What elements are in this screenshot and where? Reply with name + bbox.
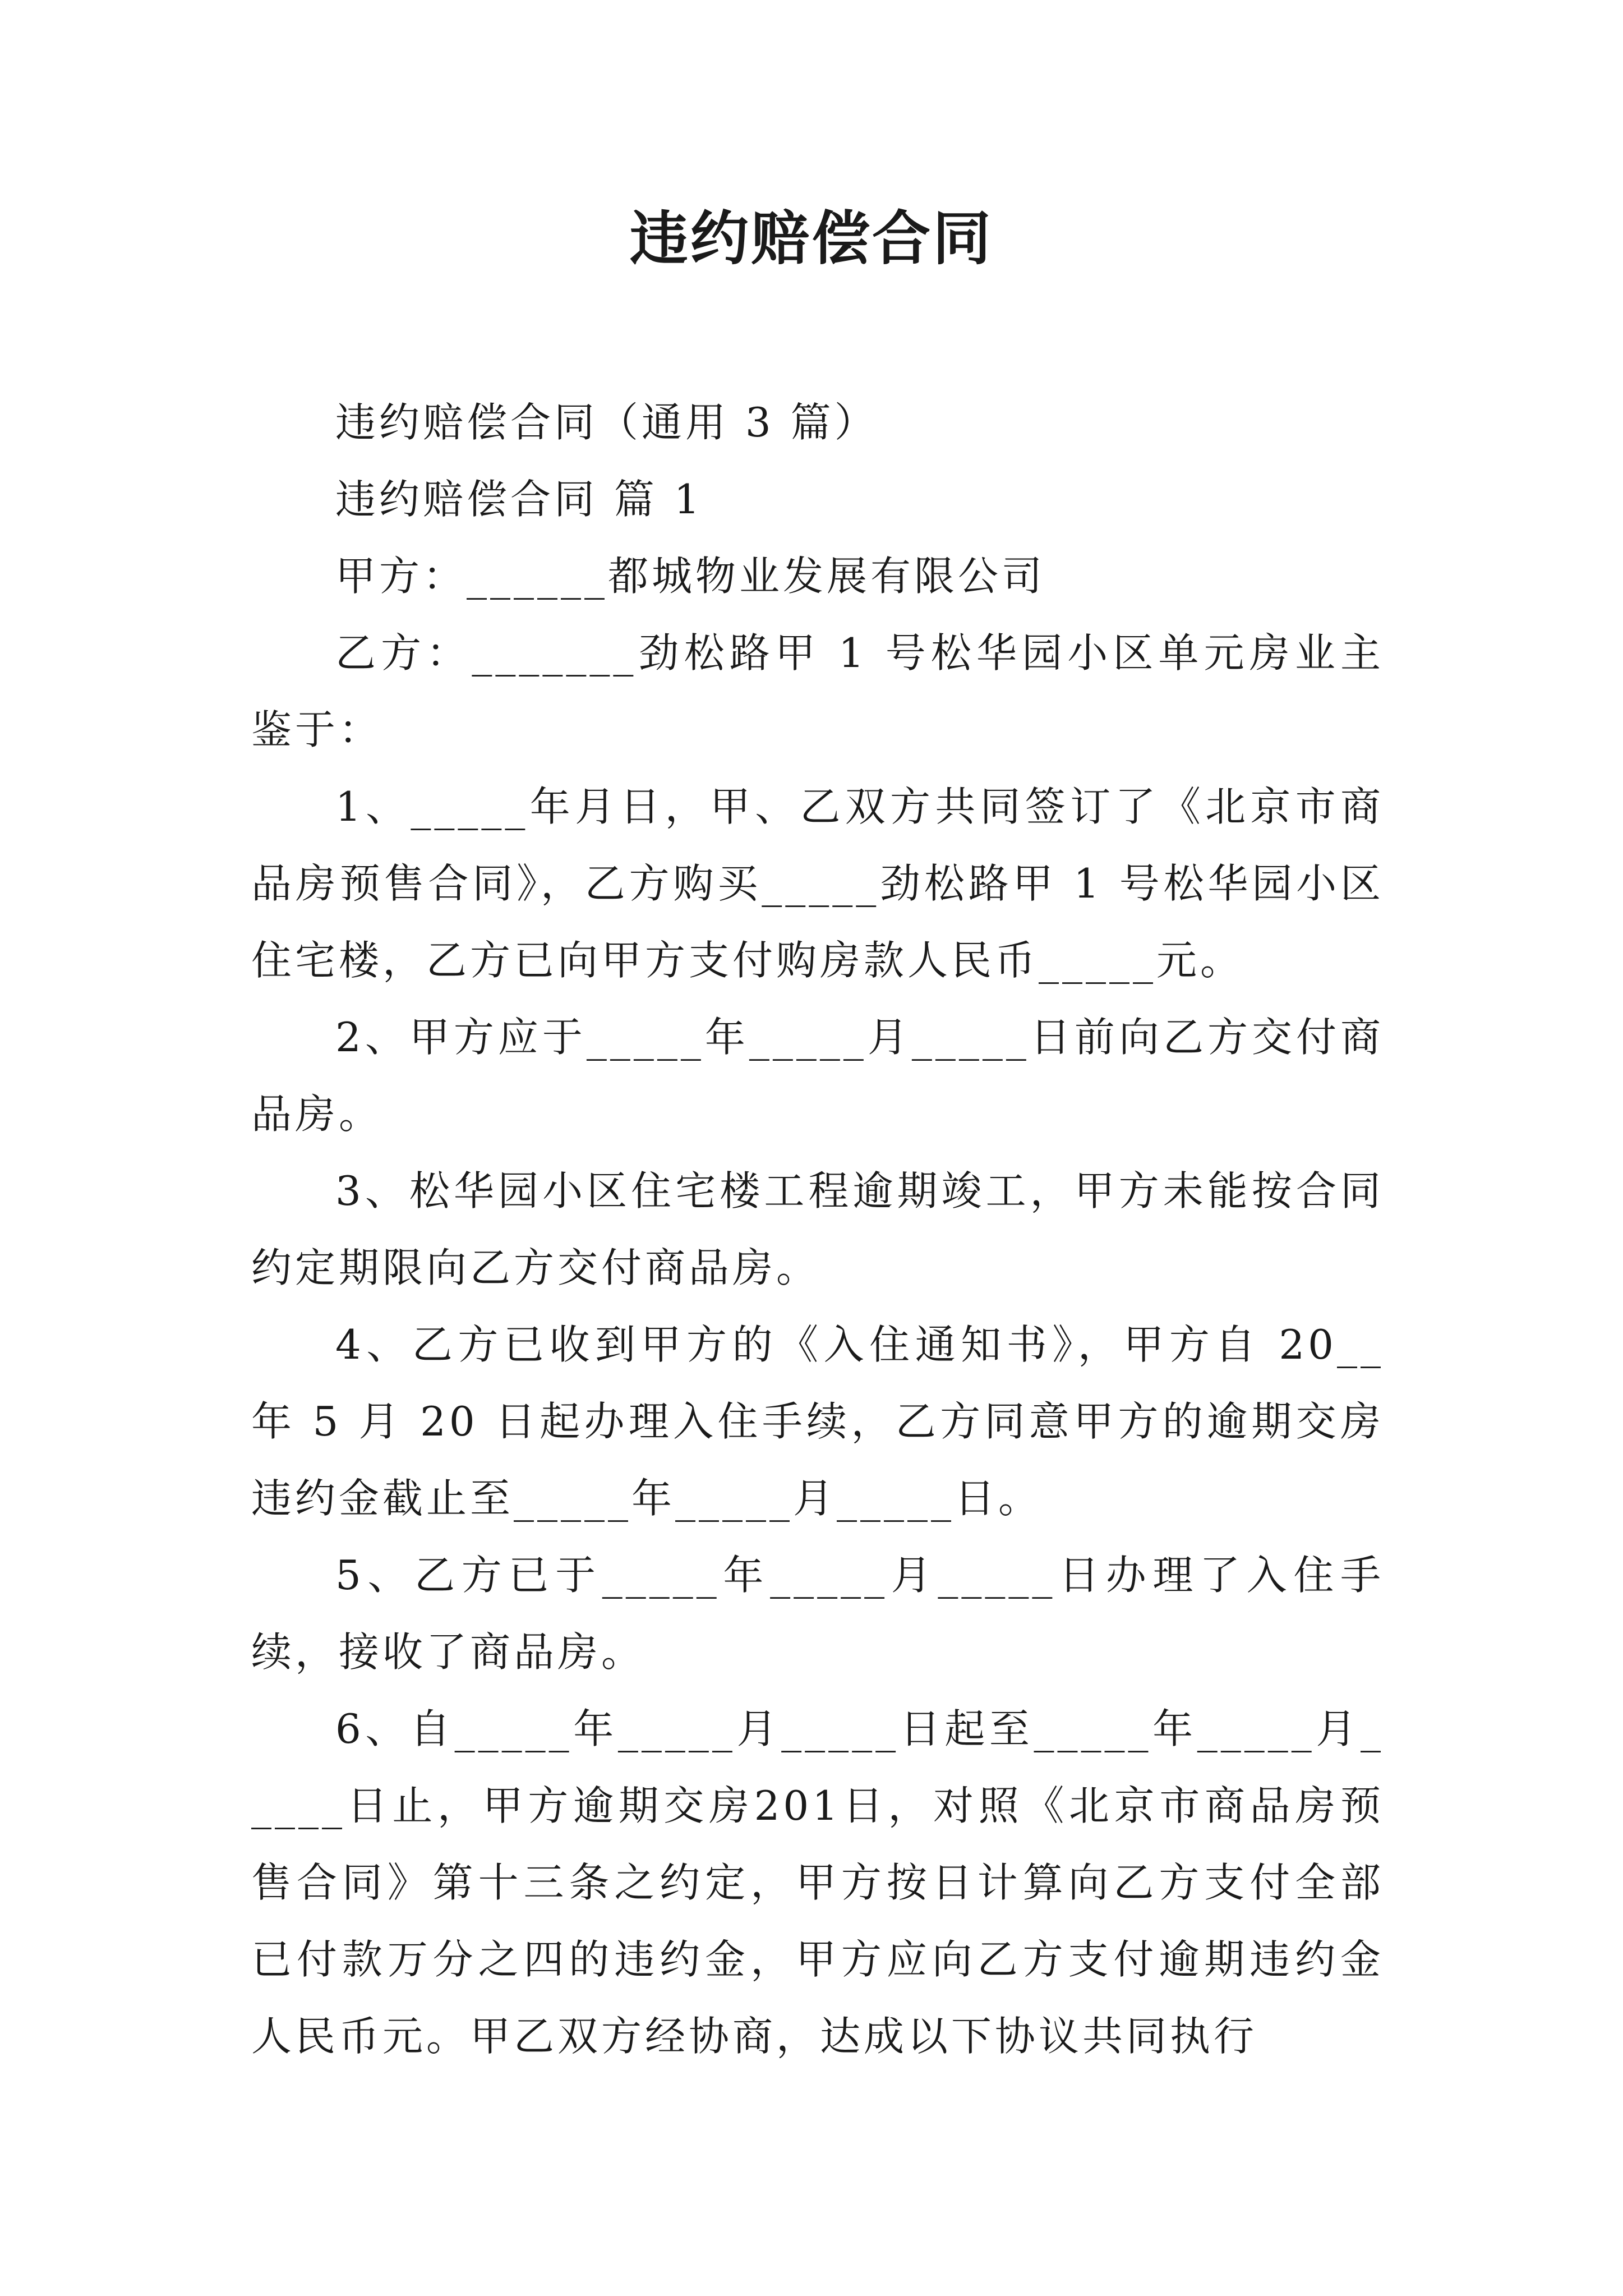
- paragraph-heading: 违约赔偿合同（通用 3 篇）: [335, 399, 878, 446]
- paragraph-clause-3: 3、松华园小区住宅楼工程逾期竣工，甲方未能按合同约定期限向乙方交付商品房。: [251, 1167, 1384, 1291]
- paragraph-clause-6: 6、自_____年_____月_____日起至_____年_____月_____日止，甲方逾期交房201日，对照《北京市商品房预售合同》第十三条之约定，甲方按日计算向乙方支付全部已付款万分之四的违约金，甲方应向乙方支付逾期违约金人民币元。甲乙双方经协商，达成以下协议共同执行: [251, 1705, 1384, 2060]
- paragraph-party-b: 乙方：_______劲松路甲 1 号松华园小区单元房业主鉴于：: [251, 629, 1384, 753]
- paragraph-clause-2: 2、甲方应于_____年_____月_____日前向乙方交付商品房。: [251, 1014, 1384, 1138]
- paragraph-clause-5: 5、乙方已于_____年_____月_____日办理了入住手续，接收了商品房。: [251, 1552, 1384, 1676]
- paragraph-clause-1: 1、_____年月日，甲、乙双方共同签订了《北京市商品房预售合同》，乙方购买_____劲松路甲 1 号松华园小区住宅楼，乙方已向甲方支付购房款人民币_____元。: [251, 783, 1384, 984]
- document-body: [251, 384, 1384, 2075]
- document-title: 违约赔偿合同: [629, 204, 993, 273]
- paragraph-clause-4: 4、乙方已收到甲方的《入住通知书》，甲方自 20__年 5 月 20 日起办理入住手续，乙方同意甲方的逾期交房违约金截止至_____年_____月_____日。: [251, 1321, 1384, 1522]
- paragraph-part-label: 违约赔偿合同 篇 1: [335, 476, 703, 523]
- paragraph-party-a: 甲方：______都城物业发展有限公司: [335, 553, 1046, 600]
